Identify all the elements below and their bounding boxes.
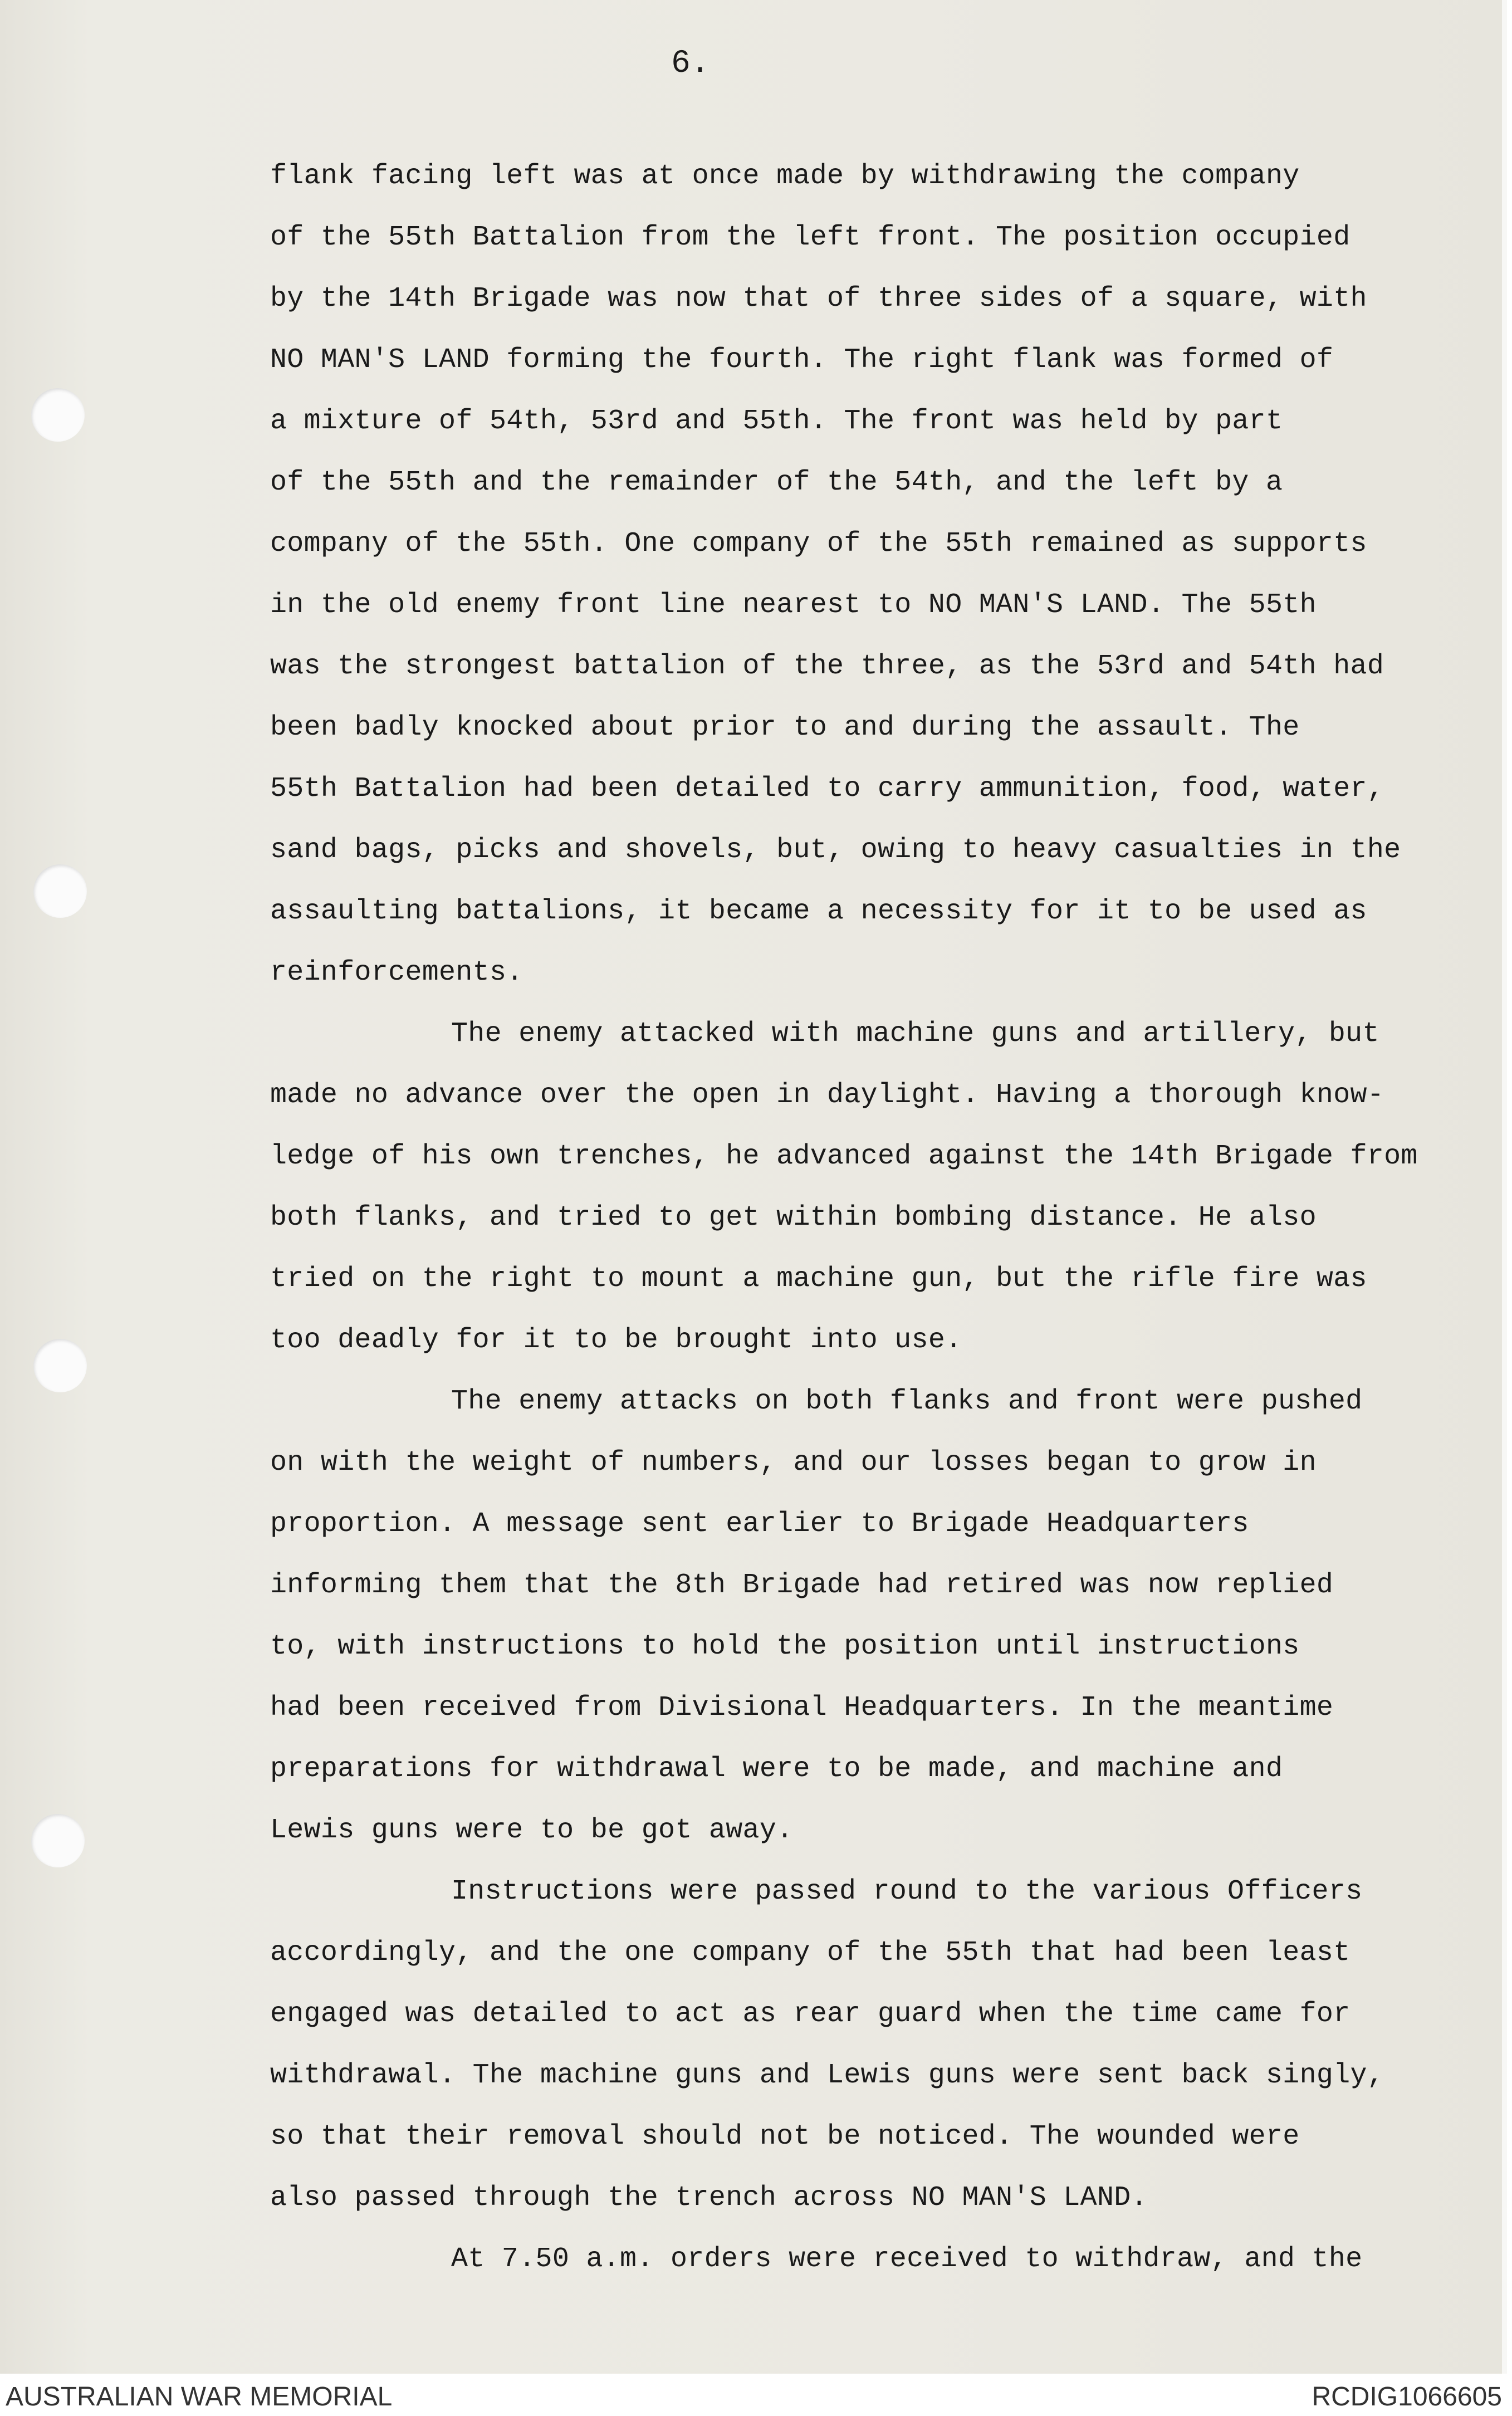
text-line: also passed through the trench across NO MAN'S LAND. <box>270 2182 1148 2214</box>
text-line: on with the weight of numbers, and our losses began to grow in <box>270 1447 1317 1479</box>
binder-hole-2 <box>33 864 87 918</box>
text-line: At 7.50 a.m. orders were received to withdraw, and the <box>451 2243 1363 2275</box>
text-line: both flanks, and tried to get within bombing distance. He also <box>270 1202 1317 1234</box>
text-line: to, with instructions to hold the position until instructions <box>270 1631 1300 1662</box>
text-line: Lewis guns were to be got away. <box>270 1815 794 1846</box>
text-line: so that their removal should not be noticed. The wounded were <box>270 2121 1300 2153</box>
page-edge <box>1502 0 1507 2374</box>
text-line: 55th Battalion had been detailed to carry ammunition, food, water, <box>270 773 1384 805</box>
text-line: in the old enemy front line nearest to NO MAN'S LAND. The 55th <box>270 589 1317 621</box>
text-line: been badly knocked about prior to and during the assault. The <box>270 712 1300 744</box>
archive-name: AUSTRALIAN WAR MEMORIAL <box>6 2382 393 2412</box>
text-line: The enemy attacks on both flanks and front were pushed <box>451 1386 1363 1417</box>
binder-hole-4 <box>31 1814 85 1867</box>
text-line: sand bags, picks and shovels, but, owing to heavy casualties in the <box>270 834 1401 866</box>
text-line: ledge of his own trenches, he advanced against the 14th Brigade from <box>270 1141 1418 1172</box>
text-line: withdrawal. The machine guns and Lewis guns were sent back singly, <box>270 2060 1384 2091</box>
text-line: Instructions were passed round to the various Officers <box>451 1876 1363 1908</box>
binder-hole-3 <box>33 1339 87 1392</box>
text-line: tried on the right to mount a machine gun, but the rifle fire was <box>270 1263 1367 1295</box>
binder-hole-1 <box>31 388 85 442</box>
typed-text-body <box>270 146 1501 2290</box>
text-line: accordingly, and the one company of the 55th that had been least <box>270 1937 1350 1969</box>
text-line: assaulting battalions, it became a necessity for it to be used as <box>270 896 1367 927</box>
text-line: had been received from Divisional Headquarters. In the meantime <box>270 1692 1334 1724</box>
text-line: The enemy attacked with machine guns and artillery, but <box>451 1018 1379 1050</box>
footer-bar <box>0 2374 1512 2416</box>
text-line: made no advance over the open in daylight. Having a thorough know- <box>270 1079 1384 1111</box>
text-line: flank facing left was at once made by withdrawing the company <box>270 160 1300 192</box>
text-line: too deadly for it to be brought into use. <box>270 1324 962 1356</box>
text-line: company of the 55th. One company of the 55th remained as supports <box>270 528 1367 560</box>
image-reference: RCDIG1066605 <box>1312 2382 1502 2412</box>
page-number: 6. <box>671 46 710 82</box>
text-line: of the 55th Battalion from the left front. The position occupied <box>270 222 1350 253</box>
text-line: preparations for withdrawal were to be made, and machine and <box>270 1753 1283 1785</box>
text-line: proportion. A message sent earlier to Brigade Headquarters <box>270 1508 1249 1540</box>
text-line: informing them that the 8th Brigade had retired was now replied <box>270 1569 1334 1601</box>
text-line: engaged was detailed to act as rear guard when the time came for <box>270 1998 1350 2030</box>
text-line: a mixture of 54th, 53rd and 55th. The front was held by part <box>270 405 1283 437</box>
text-line: NO MAN'S LAND forming the fourth. The right flank was formed of <box>270 344 1334 376</box>
text-line: reinforcements. <box>270 957 523 989</box>
text-line: was the strongest battalion of the three, as the 53rd and 54th had <box>270 651 1384 682</box>
text-line: of the 55th and the remainder of the 54th, and the left by a <box>270 467 1283 498</box>
text-line: by the 14th Brigade was now that of three sides of a square, with <box>270 283 1367 315</box>
